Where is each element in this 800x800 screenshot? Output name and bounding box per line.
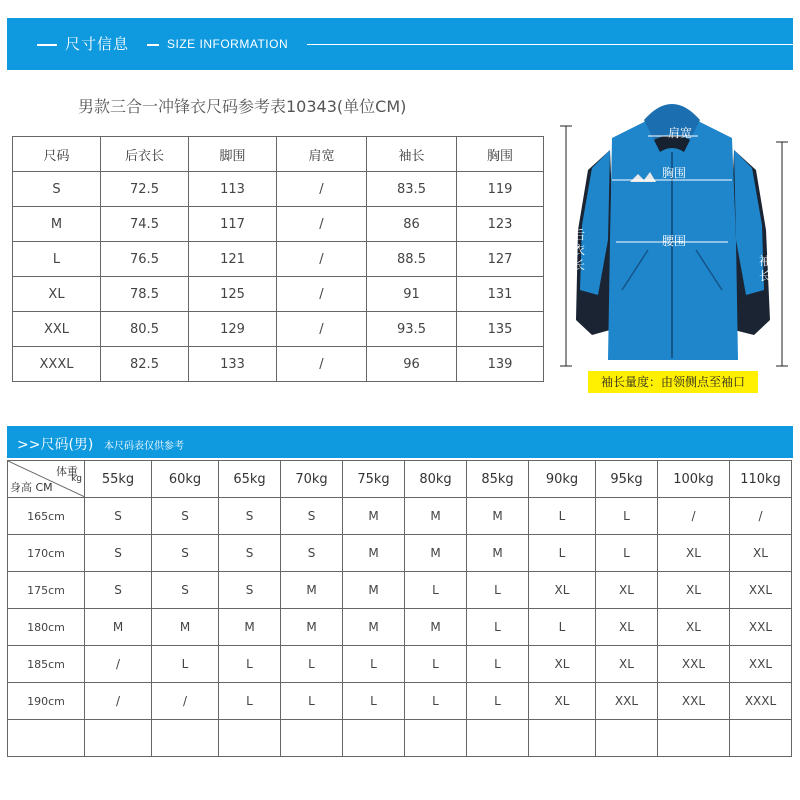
weight-header-cell: 80kg	[405, 461, 467, 498]
ref-table-row	[8, 720, 792, 757]
size-cell: XXXL	[730, 683, 792, 720]
size-cell: S	[219, 572, 281, 609]
size-cell: /	[152, 683, 219, 720]
size-cell: XL	[596, 572, 658, 609]
size-table-cell: /	[277, 277, 367, 312]
banner-line	[307, 44, 793, 45]
size-cell: L	[343, 683, 405, 720]
size-cell: L	[529, 498, 596, 535]
size-table-cell: 113	[189, 172, 277, 207]
size-table-cell: 133	[189, 347, 277, 382]
size-cell: S	[152, 572, 219, 609]
size-table-header-cell: 后衣长	[101, 137, 189, 172]
size-cell: /	[85, 683, 152, 720]
size-cell: S	[85, 535, 152, 572]
banner-title-en: SIZE INFORMATION	[167, 37, 289, 51]
size-cell: XL	[596, 609, 658, 646]
weight-header-cell: 75kg	[343, 461, 405, 498]
label-waist: 腰围	[662, 234, 687, 248]
size-cell: XXL	[730, 572, 792, 609]
size-cell	[730, 720, 792, 757]
size-cell: M	[343, 498, 405, 535]
size-cell: /	[730, 498, 792, 535]
size-cell: S	[152, 535, 219, 572]
size-cell	[467, 720, 529, 757]
size-cell: S	[152, 498, 219, 535]
size-cell: /	[658, 498, 730, 535]
size-cell: L	[596, 498, 658, 535]
size-cell: XL	[529, 683, 596, 720]
size-table-header	[13, 137, 544, 172]
ref-table-row	[8, 498, 792, 535]
size-cell: S	[85, 498, 152, 535]
reference-banner	[7, 426, 793, 458]
size-table-cell: L	[13, 242, 101, 277]
size-table-cell: 123	[457, 207, 544, 242]
size-cell	[219, 720, 281, 757]
corner-weight-label: 体重	[56, 465, 78, 478]
weight-header-cell: 65kg	[219, 461, 281, 498]
banner-title-cn: 尺寸信息	[65, 35, 130, 53]
size-cell: L	[219, 646, 281, 683]
size-cell: L	[152, 646, 219, 683]
size-table-row	[13, 347, 544, 382]
weight-header-cell: 60kg	[152, 461, 219, 498]
height-cell: 175cm	[8, 572, 85, 609]
sleeve-note: 袖长量度：由领侧点至袖口	[588, 371, 758, 393]
size-table-cell: 91	[367, 277, 457, 312]
size-cell: XL	[658, 609, 730, 646]
ref-table-row	[8, 535, 792, 572]
size-table-cell: 125	[189, 277, 277, 312]
corner-kg-label: kg	[71, 474, 82, 484]
size-cell: M	[281, 609, 343, 646]
size-cell: M	[152, 609, 219, 646]
size-cell: L	[596, 535, 658, 572]
size-table-cell: 131	[457, 277, 544, 312]
size-cell: M	[467, 535, 529, 572]
label-shoulder: 肩宽	[668, 126, 693, 140]
size-cell: XXL	[658, 646, 730, 683]
weight-header-cell: 110kg	[730, 461, 792, 498]
size-cell: M	[405, 609, 467, 646]
size-table-cell: 139	[457, 347, 544, 382]
size-cell: M	[343, 609, 405, 646]
size-table-cell: 119	[457, 172, 544, 207]
size-cell: L	[529, 535, 596, 572]
size-cell: XXL	[658, 683, 730, 720]
size-cell: XL	[596, 646, 658, 683]
size-cell	[281, 720, 343, 757]
size-table-cell: 72.5	[101, 172, 189, 207]
size-cell: S	[219, 498, 281, 535]
height-cell: 170cm	[8, 535, 85, 572]
size-cell: L	[281, 683, 343, 720]
size-table-header-cell: 胸围	[457, 137, 544, 172]
weight-header-cell: 55kg	[85, 461, 152, 498]
size-cell: S	[219, 535, 281, 572]
size-table-header-cell: 脚围	[189, 137, 277, 172]
size-table-cell: 117	[189, 207, 277, 242]
size-cell: S	[281, 498, 343, 535]
size-table	[12, 136, 544, 382]
size-table-cell: XXL	[13, 312, 101, 347]
size-table-header-cell: 袖长	[367, 137, 457, 172]
size-table-cell: /	[277, 312, 367, 347]
size-cell: S	[85, 572, 152, 609]
size-cell	[85, 720, 152, 757]
size-table-row	[13, 207, 544, 242]
size-cell: XL	[529, 646, 596, 683]
weight-header-cell: 90kg	[529, 461, 596, 498]
height-cell: 190cm	[8, 683, 85, 720]
size-cell	[152, 720, 219, 757]
weight-header-cell: 70kg	[281, 461, 343, 498]
size-table-cell: /	[277, 242, 367, 277]
size-table-cell: 76.5	[101, 242, 189, 277]
size-cell: L	[467, 646, 529, 683]
size-table-cell: 93.5	[367, 312, 457, 347]
size-cell: M	[281, 572, 343, 609]
label-sleeve: 袖 长	[758, 254, 771, 283]
ref-table-header	[8, 461, 792, 498]
size-cell: L	[405, 572, 467, 609]
reference-title: >>尺码(男)	[17, 437, 94, 453]
size-table-header-cell: 尺码	[13, 137, 101, 172]
ref-table-corner	[8, 461, 85, 498]
size-cell: XL	[529, 572, 596, 609]
table-title: 男款三合一冲锋衣尺码参考表10343(单位CM)	[78, 97, 407, 116]
ref-table-row	[8, 683, 792, 720]
size-cell: XXL	[730, 609, 792, 646]
weight-header-cell: 85kg	[467, 461, 529, 498]
size-cell: L	[281, 646, 343, 683]
size-cell: XXL	[596, 683, 658, 720]
size-cell: S	[281, 535, 343, 572]
size-table-cell: 121	[189, 242, 277, 277]
reference-subtitle: 本尺码表仅供参考	[104, 441, 184, 452]
size-cell	[405, 720, 467, 757]
ref-table-row	[8, 609, 792, 646]
size-table-cell: 88.5	[367, 242, 457, 277]
size-cell	[596, 720, 658, 757]
size-table-cell: 80.5	[101, 312, 189, 347]
size-cell: M	[85, 609, 152, 646]
size-table-cell: 83.5	[367, 172, 457, 207]
size-cell: L	[467, 683, 529, 720]
size-table-row	[13, 312, 544, 347]
size-cell	[658, 720, 730, 757]
size-table-cell: 82.5	[101, 347, 189, 382]
size-info-banner	[7, 18, 793, 70]
height-weight-table	[7, 460, 792, 757]
size-cell: M	[343, 572, 405, 609]
size-table-row	[13, 277, 544, 312]
height-cell	[8, 720, 85, 757]
weight-header-cell: 100kg	[658, 461, 730, 498]
label-chest: 胸围	[662, 166, 687, 180]
size-cell: M	[467, 498, 529, 535]
size-cell	[343, 720, 405, 757]
size-cell: L	[467, 572, 529, 609]
size-table-cell: 86	[367, 207, 457, 242]
size-table-header-cell: 肩宽	[277, 137, 367, 172]
size-cell: XL	[658, 572, 730, 609]
size-cell: L	[405, 683, 467, 720]
size-table-row	[13, 172, 544, 207]
ref-table-row	[8, 572, 792, 609]
size-cell: M	[219, 609, 281, 646]
label-back-length: 后 衣 长	[572, 228, 585, 272]
size-cell: /	[85, 646, 152, 683]
banner-dash	[147, 44, 159, 46]
size-cell: XL	[730, 535, 792, 572]
size-table-cell: 74.5	[101, 207, 189, 242]
size-cell: XXL	[730, 646, 792, 683]
size-cell: L	[343, 646, 405, 683]
banner-dash	[37, 44, 57, 46]
size-table-cell: 135	[457, 312, 544, 347]
size-cell: L	[405, 646, 467, 683]
height-cell: 185cm	[8, 646, 85, 683]
size-table-cell: 78.5	[101, 277, 189, 312]
size-table-cell: S	[13, 172, 101, 207]
size-table-cell: M	[13, 207, 101, 242]
corner-height-label: 身高 CM	[10, 481, 53, 494]
size-table-cell: /	[277, 347, 367, 382]
size-table-row	[13, 242, 544, 277]
size-table-cell: 129	[189, 312, 277, 347]
size-cell: L	[467, 609, 529, 646]
size-cell: L	[529, 609, 596, 646]
size-cell: M	[343, 535, 405, 572]
size-cell: M	[405, 498, 467, 535]
height-cell: 180cm	[8, 609, 85, 646]
size-cell: L	[219, 683, 281, 720]
size-cell: XL	[658, 535, 730, 572]
size-table-cell: /	[277, 172, 367, 207]
size-cell: M	[405, 535, 467, 572]
size-table-cell: /	[277, 207, 367, 242]
height-cell: 165cm	[8, 498, 85, 535]
size-table-cell: XL	[13, 277, 101, 312]
size-table-cell: 96	[367, 347, 457, 382]
size-table-cell: XXXL	[13, 347, 101, 382]
ref-table-row	[8, 646, 792, 683]
weight-header-cell: 95kg	[596, 461, 658, 498]
size-table-cell: 127	[457, 242, 544, 277]
size-cell	[529, 720, 596, 757]
